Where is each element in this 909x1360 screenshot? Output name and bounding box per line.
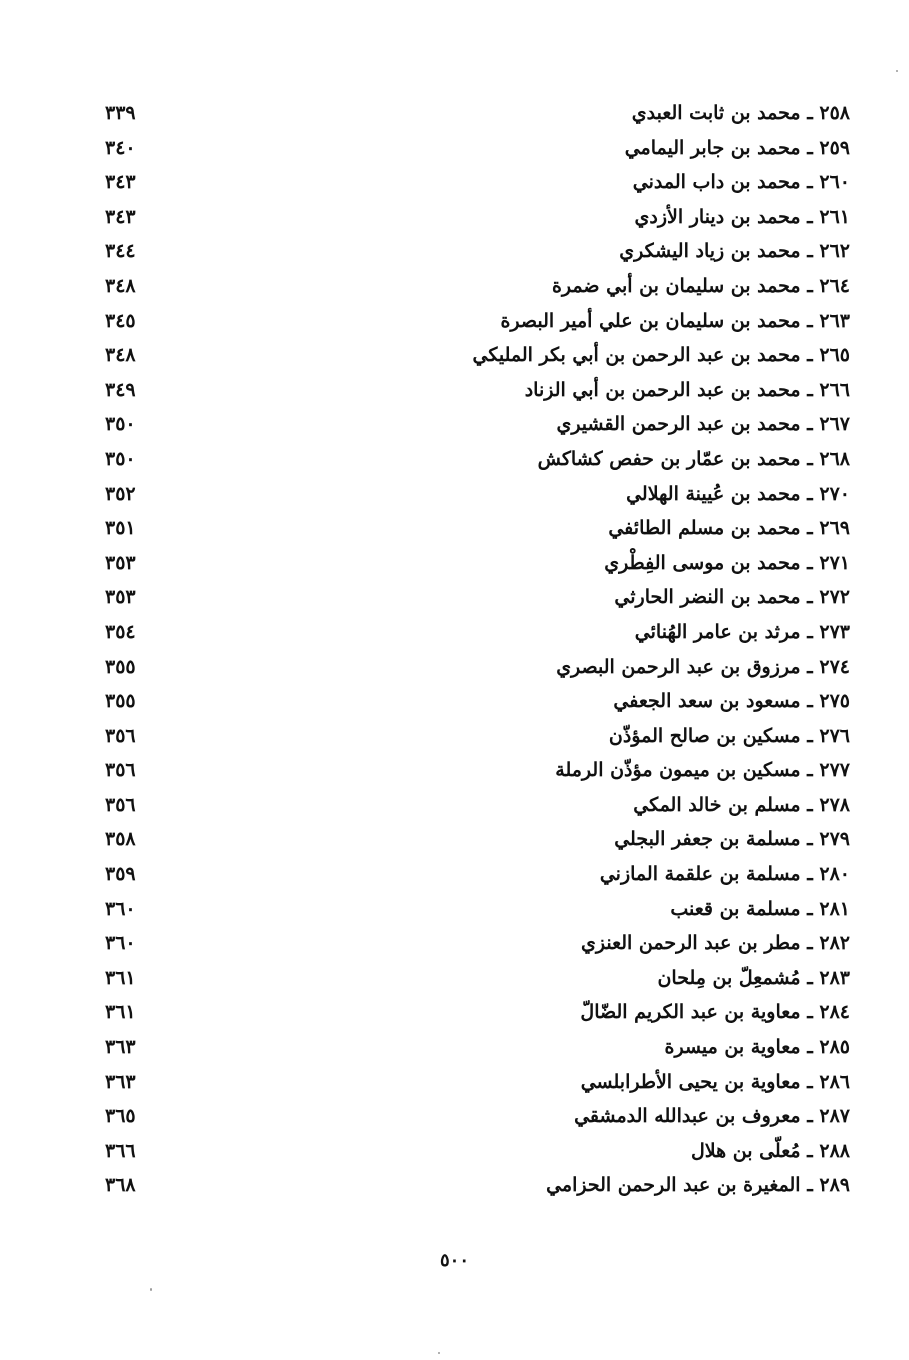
entry-page-number: ٣٥٤	[105, 620, 136, 643]
entry-title: ٢٨٧ ـ معروف بن عبدالله الدمشقي	[574, 1105, 850, 1128]
entry-page-number: ٣٥٦	[105, 724, 136, 747]
entry-title: ٢٨٨ ـ مُعلّى بن هلال	[690, 1139, 850, 1162]
toc-entry	[100, 824, 850, 859]
toc-entry	[100, 236, 850, 271]
scan-speck	[150, 1288, 152, 1291]
toc-entry	[100, 202, 850, 237]
toc-entry	[100, 340, 850, 375]
entry-title: ٢٥٨ ـ محمد بن ثابت العبدي	[631, 102, 850, 124]
table-of-contents	[100, 98, 850, 1205]
entry-page-number: ٣٥٠	[105, 413, 136, 436]
entry-page-number: ٣٥٦	[105, 759, 136, 782]
toc-entry	[100, 1032, 850, 1067]
toc-entry	[100, 928, 850, 963]
toc-entry	[100, 617, 850, 652]
entry-page-number: ٣٥٨	[105, 828, 136, 851]
entry-page-number: ٣٤٥	[105, 309, 136, 332]
toc-entry	[100, 652, 850, 687]
entry-page-number: ٣٤٩	[105, 378, 136, 401]
entry-page-number: ٣٥١	[105, 517, 136, 540]
toc-entry	[100, 755, 850, 790]
entry-page-number: ٣٤٨	[105, 274, 136, 297]
entry-page-number: ٣٦٨	[105, 1174, 136, 1197]
entry-title: ٢٧٤ ـ مرزوق بن عبد الرحمن البصري	[556, 655, 850, 678]
entry-page-number: ٣٥٦	[105, 793, 136, 816]
entry-page-number: ٣٥٩	[105, 863, 136, 886]
scan-speck	[438, 1352, 440, 1354]
toc-entry	[100, 1101, 850, 1136]
entry-title: ٢٧٧ ـ مسكين بن ميمون مؤذّن الرملة	[555, 759, 850, 782]
entry-title: ٢٧٨ ـ مسلم بن خالد المكي	[633, 793, 850, 816]
entry-page-number: ٣٦١	[105, 1001, 136, 1024]
entry-page-number: ٣٣٩	[105, 102, 136, 124]
entry-title: ٢٧١ ـ محمد بن موسى الفِطْري	[604, 551, 850, 574]
toc-entry	[100, 721, 850, 756]
entry-title: ٢٦٦ ـ محمد بن عبد الرحمن بن أبي الزناد	[524, 378, 850, 401]
toc-entry	[100, 479, 850, 514]
entry-title: ٢٧٠ ـ محمد بن عُيينة الهلالي	[626, 482, 850, 505]
toc-entry	[100, 133, 850, 168]
entry-page-number: ٣٥٥	[105, 655, 136, 678]
entry-page-number: ٣٤٤	[105, 240, 136, 263]
entry-title: ٢٧٩ ـ مسلمة بن جعفر البجلي	[614, 828, 850, 851]
entry-title: ٢٨٢ ـ مطر بن عبد الرحمن العنزي	[581, 932, 850, 955]
entry-title: ٢٨٦ ـ معاوية بن يحيى الأطرابلسي	[580, 1070, 850, 1093]
entry-title: ٢٦٥ ـ محمد بن عبد الرحمن بن أبي بكر المليكي	[472, 344, 850, 367]
entry-page-number: ٣٦٠	[105, 897, 136, 920]
entry-page-number: ٣٦٥	[105, 1105, 136, 1128]
toc-entry	[100, 306, 850, 341]
entry-title: ٢٨١ ـ مسلمة بن قعنب	[670, 897, 850, 920]
entry-page-number: ٣٥٢	[105, 482, 136, 505]
scan-speck	[896, 70, 898, 72]
toc-entry	[100, 686, 850, 721]
toc-entry	[100, 1136, 850, 1171]
toc-entry	[100, 582, 850, 617]
toc-entry	[100, 1067, 850, 1102]
entry-title: ٢٧٣ ـ مرثد بن عامر الهُنائي	[634, 620, 850, 643]
entry-title: ٢٨٣ ـ مُشمعِلّ بن مِلحان	[657, 966, 850, 989]
entry-title: ٢٧٦ ـ مسكين بن صالح المؤذّن	[608, 724, 850, 747]
entry-page-number: ٣٥٥	[105, 690, 136, 713]
entry-page-number: ٣٤٣	[105, 205, 136, 228]
toc-entry	[100, 375, 850, 410]
entry-title: ٢٨٠ ـ مسلمة بن علقمة المازني	[599, 863, 850, 886]
entry-page-number: ٣٤٨	[105, 344, 136, 367]
toc-entry	[100, 167, 850, 202]
entry-page-number: ٣٦٣	[105, 1036, 136, 1059]
entry-title: ٢٦٣ ـ محمد بن سليمان بن علي أمير البصرة	[500, 309, 850, 332]
entry-title: ٢٦٨ ـ محمد بن عمّار بن حفص كشاكش	[537, 447, 850, 470]
toc-entry	[100, 98, 850, 133]
toc-entry	[100, 409, 850, 444]
entry-title: ٢٨٤ ـ معاوية بن عبد الكريم الضّالّ	[580, 1001, 850, 1024]
entry-page-number: ٣٦٠	[105, 932, 136, 955]
entry-page-number: ٣٥٣	[105, 586, 136, 609]
toc-entry	[100, 271, 850, 306]
toc-entry	[100, 548, 850, 583]
entry-page-number: ٣٦٦	[105, 1139, 136, 1162]
entry-title: ٢٥٩ ـ محمد بن جابر اليمامي	[624, 136, 850, 159]
entry-title: ٢٧٥ ـ مسعود بن سعد الجعفي	[613, 690, 850, 713]
entry-title: ٢٦٤ ـ محمد بن سليمان بن أبي ضمرة	[551, 274, 850, 297]
page-number-footer: ٥٠٠	[439, 1250, 469, 1271]
entry-title: ٢٦٩ ـ محمد بن مسلم الطائفي	[608, 517, 850, 540]
entry-page-number: ٣٤٣	[105, 171, 136, 194]
entry-title: ٢٧٢ ـ محمد بن النضر الحارثي	[614, 586, 850, 609]
toc-entry	[100, 790, 850, 825]
entry-title: ٢٨٥ ـ معاوية بن ميسرة	[664, 1036, 850, 1059]
entry-title: ٢٦٠ ـ محمد بن داب المدني	[632, 171, 850, 194]
entry-title: ٢٦٢ ـ محمد بن زياد اليشكري	[619, 240, 850, 263]
toc-entry	[100, 997, 850, 1032]
toc-entry	[100, 513, 850, 548]
entry-title: ٢٨٩ ـ المغيرة بن عبد الرحمن الحزامي	[546, 1174, 850, 1197]
toc-entry	[100, 444, 850, 479]
entry-page-number: ٣٦٣	[105, 1070, 136, 1093]
entry-page-number: ٣٥٣	[105, 551, 136, 574]
toc-entry	[100, 859, 850, 894]
entry-page-number: ٣٥٠	[105, 447, 136, 470]
entry-page-number: ٣٤٠	[105, 136, 136, 159]
entry-title: ٢٦٧ ـ محمد بن عبد الرحمن القشيري	[556, 413, 850, 436]
toc-entry	[100, 894, 850, 929]
entry-title: ٢٦١ ـ محمد بن دينار الأزدي	[634, 205, 850, 228]
toc-entry	[100, 963, 850, 998]
entry-page-number: ٣٦١	[105, 966, 136, 989]
toc-entry	[100, 1170, 850, 1205]
